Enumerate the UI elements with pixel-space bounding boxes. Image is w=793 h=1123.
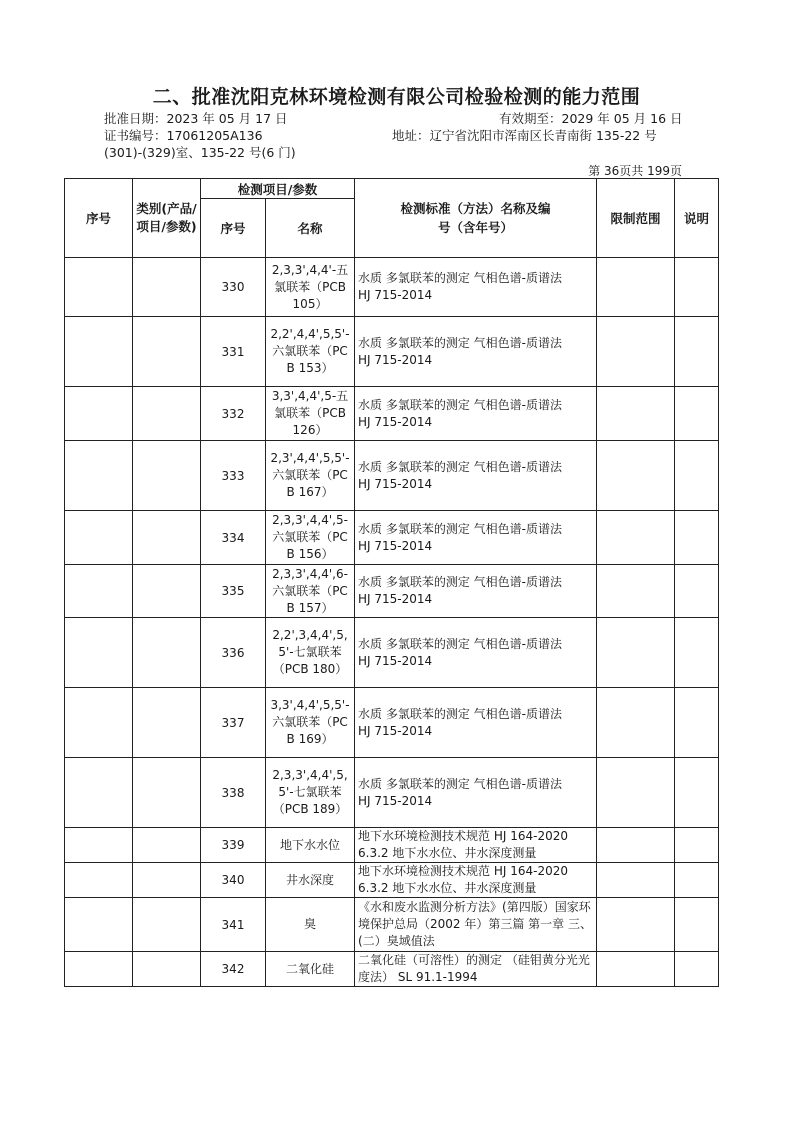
cell-standard <box>355 441 597 511</box>
cell-limit <box>597 317 675 387</box>
cell-note <box>675 618 719 688</box>
standard-line: HJ 715-2014 <box>358 288 433 302</box>
standard-line: 水质 多氯联苯的测定 气相色谱-质谱法 <box>358 776 562 791</box>
cell-limit <box>597 898 675 952</box>
standard-line: 水质 多氯联苯的测定 气相色谱-质谱法 <box>358 335 562 350</box>
standard-line: 水质 多氯联苯的测定 气相色谱-质谱法 <box>358 459 562 474</box>
cell-item-name: 2,3',4,4',5,5'-六氯联苯（PCB 167） <box>266 441 355 511</box>
cell-category <box>133 688 201 758</box>
address: 地址：辽宁省沈阳市浑南区长青南街 135-22 号 <box>392 128 657 143</box>
cell-note <box>675 258 719 317</box>
standard-line: HJ 715-2014 <box>358 476 433 491</box>
cell-item-name: 2,3,3',4,4',5-六氯联苯（PCB 156） <box>266 511 355 565</box>
cell-note <box>675 863 719 898</box>
cell-seq <box>65 863 133 898</box>
cell-category <box>133 511 201 565</box>
cell-limit <box>597 688 675 758</box>
cell-standard <box>355 688 597 758</box>
cell-category <box>133 618 201 688</box>
table-row <box>65 688 719 758</box>
header-seq: 序号 <box>65 179 133 258</box>
cell-seq <box>65 565 133 618</box>
standard-line: 水质 多氯联苯的测定 气相色谱-质谱法 <box>358 397 562 412</box>
cell-limit <box>597 565 675 618</box>
cell-category <box>133 317 201 387</box>
standard-line: 6.3.2 地下水水位、井水深度测量 <box>358 846 537 860</box>
cell-limit <box>597 828 675 863</box>
cell-standard <box>355 387 597 441</box>
table-row <box>65 258 719 317</box>
cell-note <box>675 898 719 952</box>
header-item-seq: 序号 <box>201 199 266 258</box>
standard-line: 二氧化硅（可溶性）的测定 （硅钼黄分光光度法） SL 91.1-1994 <box>358 953 590 984</box>
cell-item-seq: 341 <box>201 898 266 952</box>
table-row <box>65 863 719 898</box>
cell-item-seq: 333 <box>201 441 266 511</box>
header-standard: 检测标准（方法）名称及编号（含年号） <box>355 179 597 258</box>
standard-line: 水质 多氯联苯的测定 气相色谱-质谱法 <box>358 271 562 285</box>
cell-standard <box>355 565 597 618</box>
cell-limit <box>597 952 675 987</box>
table-row <box>65 898 719 952</box>
valid-until: 有效期至：2029 年 05 月 16 日 <box>499 111 683 126</box>
cell-seq <box>65 511 133 565</box>
cell-note <box>675 952 719 987</box>
standard-line: 6.3.2 地下水水位、井水深度测量 <box>358 881 537 895</box>
cell-item-seq: 331 <box>201 317 266 387</box>
cert-number: 证书编号：17061205A136 <box>104 128 263 143</box>
cell-item-name: 2,3,3',4,4',6-六氯联苯（PCB 157） <box>266 565 355 618</box>
cell-item-name: 3,3',4,4',5-五氯联苯（PCB 126） <box>266 387 355 441</box>
cell-item-seq: 342 <box>201 952 266 987</box>
cell-standard <box>355 618 597 688</box>
cell-limit <box>597 758 675 828</box>
cell-item-seq: 339 <box>201 828 266 863</box>
cell-seq <box>65 258 133 317</box>
cell-category <box>133 258 201 317</box>
cell-note <box>675 441 719 511</box>
cell-item-seq: 334 <box>201 511 266 565</box>
cell-category <box>133 387 201 441</box>
standard-line: HJ 715-2014 <box>358 414 433 429</box>
table-row <box>65 387 719 441</box>
table-body <box>65 258 719 987</box>
standard-line: 水质 多氯联苯的测定 气相色谱-质谱法 <box>358 575 562 589</box>
standard-line: 水质 多氯联苯的测定 气相色谱-质谱法 <box>358 636 562 651</box>
cell-seq <box>65 618 133 688</box>
header-item-group: 检测项目/参数 <box>201 179 355 199</box>
cell-item-seq: 338 <box>201 758 266 828</box>
cell-item-seq: 330 <box>201 258 266 317</box>
capability-table <box>64 178 719 987</box>
cell-seq <box>65 317 133 387</box>
cell-seq <box>65 688 133 758</box>
header-category: 类别(产品/项目/参数) <box>133 179 201 258</box>
cell-category <box>133 898 201 952</box>
cell-item-name: 3,3',4,4',5,5'-六氯联苯（PCB 169） <box>266 688 355 758</box>
standard-line: HJ 715-2014 <box>358 592 433 606</box>
cell-item-name: 二氧化硅 <box>266 952 355 987</box>
cell-limit <box>597 387 675 441</box>
standard-line: HJ 715-2014 <box>358 352 433 367</box>
cell-category <box>133 565 201 618</box>
cell-item-name: 2,2',3,4,4',5,5'-七氯联苯（PCB 180） <box>266 618 355 688</box>
page-title: 二、批准沈阳克林环境检测有限公司检验检测的能力范围 <box>152 86 641 108</box>
table-row <box>65 317 719 387</box>
cell-seq <box>65 952 133 987</box>
approval-date: 批准日期：2023 年 05 月 17 日 <box>104 111 288 126</box>
cell-note <box>675 688 719 758</box>
standard-line: 《水和废水监测分析方法》(第四版）国家环境保护总局（2002 年）第三篇 第一章 三、(二）臭域值法 <box>358 900 592 948</box>
table-row <box>65 758 719 828</box>
cell-note <box>675 317 719 387</box>
cell-limit <box>597 511 675 565</box>
table-row <box>65 441 719 511</box>
cell-limit <box>597 441 675 511</box>
header-limit: 限制范围 <box>597 179 675 258</box>
cell-standard <box>355 317 597 387</box>
table-row <box>65 511 719 565</box>
cell-item-seq: 336 <box>201 618 266 688</box>
cell-item-name: 地下水水位 <box>266 828 355 863</box>
cell-category <box>133 863 201 898</box>
cell-item-name: 2,2',4,4',5,5'-六氯联苯（PCB 153） <box>266 317 355 387</box>
cell-item-name: 臭 <box>266 898 355 952</box>
cell-standard <box>355 258 597 317</box>
standard-line: 水质 多氯联苯的测定 气相色谱-质谱法 <box>358 521 562 536</box>
table-row <box>65 828 719 863</box>
cell-category <box>133 758 201 828</box>
cell-limit <box>597 863 675 898</box>
cell-category <box>133 828 201 863</box>
cell-item-name: 2,3,3',4,4'-五氯联苯（PCB 105） <box>266 258 355 317</box>
cell-limit <box>597 618 675 688</box>
table-row <box>65 565 719 618</box>
cell-seq <box>65 828 133 863</box>
cell-note <box>675 387 719 441</box>
standard-line: 地下水环境检测技术规范 HJ 164-2020 <box>358 829 568 843</box>
cell-standard <box>355 952 597 987</box>
standard-line: HJ 715-2014 <box>358 653 433 668</box>
cell-note <box>675 565 719 618</box>
cell-category <box>133 441 201 511</box>
cell-seq <box>65 758 133 828</box>
standard-line: HJ 715-2014 <box>358 723 433 738</box>
table-row <box>65 952 719 987</box>
cell-limit <box>597 258 675 317</box>
cell-standard <box>355 758 597 828</box>
cell-note <box>675 828 719 863</box>
cell-standard <box>355 828 597 863</box>
header-note: 说明 <box>675 179 719 258</box>
cell-standard <box>355 511 597 565</box>
table-row <box>65 618 719 688</box>
standard-line: 水质 多氯联苯的测定 气相色谱-质谱法 <box>358 706 562 721</box>
cell-standard <box>355 863 597 898</box>
cell-note <box>675 511 719 565</box>
address-continued: (301)-(329)室、135-22 号(6 门) <box>104 145 296 160</box>
cell-item-seq: 332 <box>201 387 266 441</box>
cell-item-name: 2,3,3',4,4',5,5'-七氯联苯（PCB 189） <box>266 758 355 828</box>
standard-line: 地下水环境检测技术规范 HJ 164-2020 <box>358 864 568 878</box>
cell-category <box>133 952 201 987</box>
header-item-name: 名称 <box>266 199 355 258</box>
cell-item-seq: 340 <box>201 863 266 898</box>
standard-line: HJ 715-2014 <box>358 793 433 808</box>
cell-note <box>675 758 719 828</box>
page-number: 第 36页共 199页 <box>588 164 682 178</box>
cell-seq <box>65 441 133 511</box>
cell-standard <box>355 898 597 952</box>
cell-seq <box>65 387 133 441</box>
cell-item-seq: 337 <box>201 688 266 758</box>
cell-item-name: 井水深度 <box>266 863 355 898</box>
cell-seq <box>65 898 133 952</box>
standard-line: HJ 715-2014 <box>358 538 433 553</box>
cell-item-seq: 335 <box>201 565 266 618</box>
